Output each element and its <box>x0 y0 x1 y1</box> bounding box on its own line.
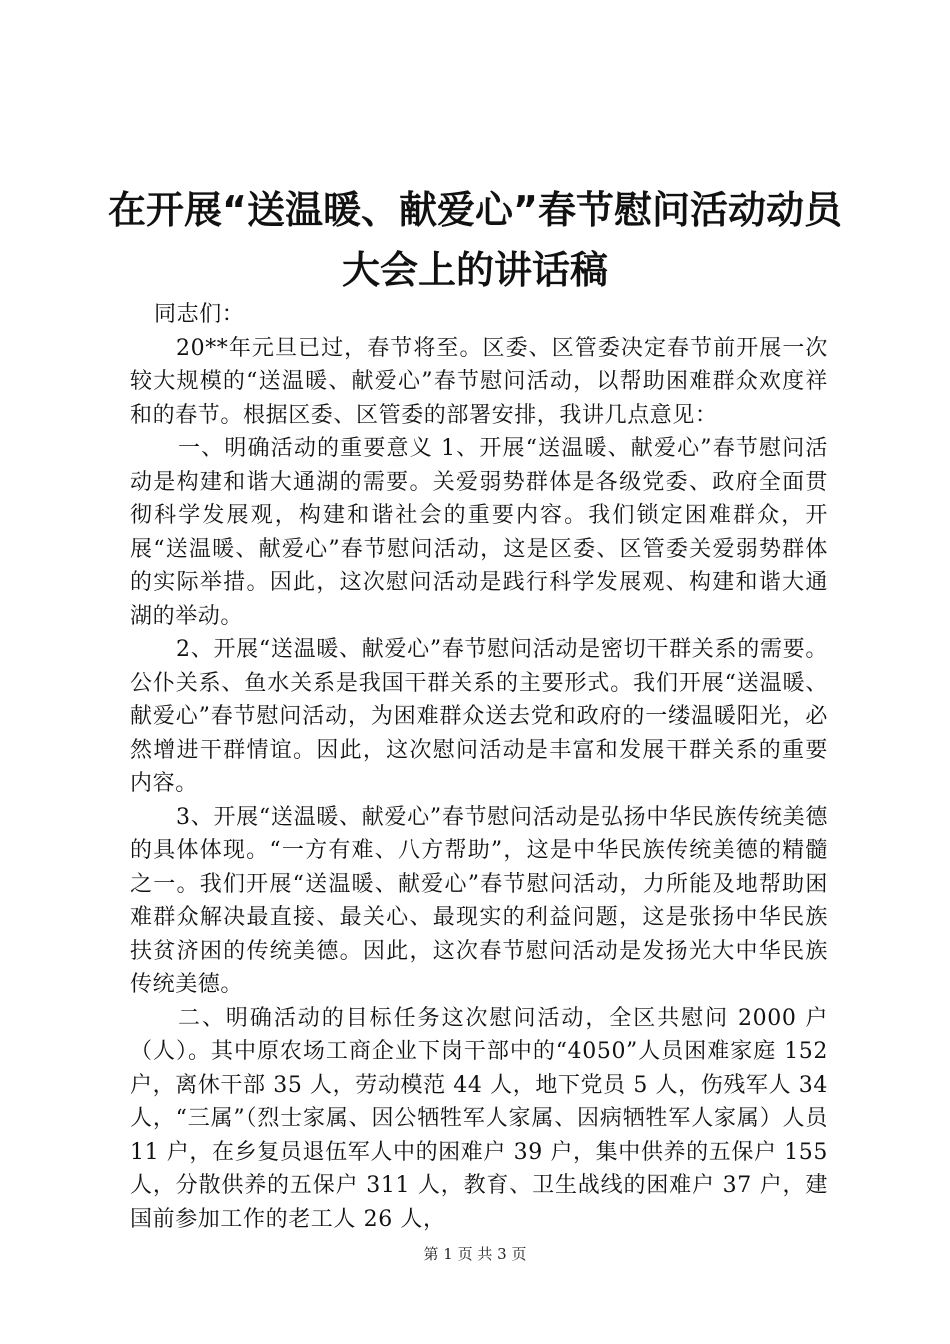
paragraph-intro: 20**年元旦已过，春节将至。区委、区管委决定春节前开展一次较大规模的“送温暖、献爱心”春节慰问活动，以帮助困难群众欢度祥和的春节。根据区委、区管委的部署安排，我讲几点意见： <box>130 335 828 428</box>
paragraph-section-2: 二、明确活动的目标任务这次慰问活动，全区共慰问 2000 户（人）。其中原农场工商企业下岗干部中的“4050”人员困难家庭 152 户，离休干部 35 人，劳动模范 44 人，地下党员 5 人，伤残军人 34 人，“三属”（烈士家属、因公牺牲军人家属、因病牺牲军人家属）人员 11 户，在乡复员退伍军人中的困难户 39 户，集中供养的五保户 155 人，分散供养的五保户 311 人，教育、卫生战线的困难户 37 户，建国前参加工作的老工人 26 人， <box>130 1005 828 1232</box>
document-title-line-1: 在开展“送温暖、献爱心”春节慰问活动动员 <box>108 188 842 232</box>
document-title-line-2: 大会上的讲话稿 <box>341 248 608 292</box>
salutation: 同志们： <box>154 302 245 327</box>
paragraph-point-2: 2、开展“送温暖、献爱心”春节慰问活动是密切干群关系的需要。公仆关系、鱼水关系是我国干群关系的主要形式。我们开展“送温暖、献爱心”春节慰问活动，为困难群众送去党和政府的一缕温暖阳光，必然增进干群情谊。因此，这次慰问活动是丰富和发展干群关系的重要内容。 <box>130 637 828 796</box>
paragraph-section-1: 一、明确活动的重要意义 1、开展“送温暖、献爱心”春节慰问活动是构建和谐大通湖的需要。关爱弱势群体是各级党委、政府全面贯彻科学发展观，构建和谐社会的重要内容。我们锁定困难群众，开展“送温暖、献爱心”春节慰问活动，这是区委、区管委关爱弱势群体的实际举措。因此，这次慰问活动是践行科学发展观、构建和谐大通湖的举动。 <box>130 436 828 629</box>
paragraph-point-3: 3、开展“送温暖、献爱心”春节慰问活动是弘扬中华民族传统美德的具体体现。“一方有难、八方帮助”，这是中华民族传统美德的精髓之一。我们开展“送温暖、献爱心”春节慰问活动，力所能及地帮助困难群众解决最直接、最关心、最现实的利益问题，这是张扬中华民族扶贫济困的传统美德。因此，这次春节慰问活动是发扬光大中华民族传统美德。 <box>130 804 828 997</box>
page-number-footer: 第 1 页 共 3 页 <box>423 1245 527 1263</box>
document-body <box>130 298 828 1236</box>
